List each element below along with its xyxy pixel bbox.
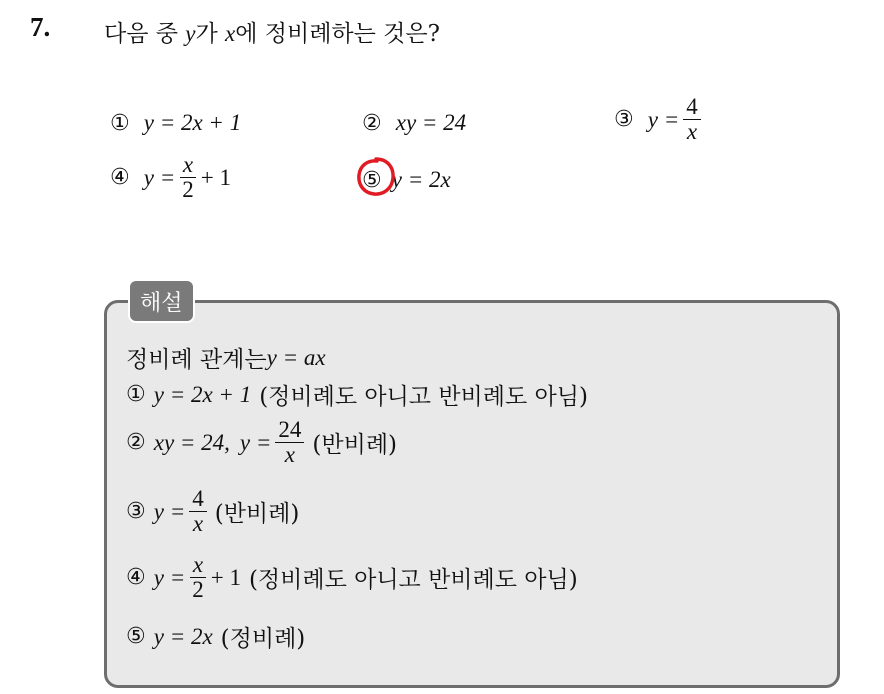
fraction-numerator: x — [180, 153, 196, 178]
choice-rhs: + 1 — [200, 164, 231, 190]
solution-lhs: y = — [153, 564, 186, 590]
solution-line-3 — [126, 487, 299, 536]
problem-number: 7. — [30, 12, 51, 42]
answer-selection-circle — [355, 156, 397, 198]
solution-expression: y = 2x — [153, 623, 213, 649]
solution-badge: 해설 — [128, 279, 195, 323]
question-text-part: 다음 중 — [104, 21, 186, 47]
choice-number: ④ — [110, 165, 130, 191]
fraction-numerator: 4 — [189, 487, 207, 512]
choice-number: ① — [110, 110, 130, 136]
choice-lhs: y = — [647, 106, 680, 132]
fraction-denominator: x — [686, 119, 698, 145]
solution-expression: y = 2x + 1 — [153, 381, 252, 407]
solution-line-1 — [126, 378, 588, 411]
fraction-denominator: 2 — [192, 577, 204, 603]
solution-intro-formula: y = ax — [266, 344, 326, 370]
solution-note: (정비례도 아니고 반비례도 아님) — [248, 567, 578, 594]
fraction-denominator: x — [284, 442, 296, 468]
fraction-denominator: 2 — [182, 177, 194, 203]
choice-3[interactable] — [614, 95, 705, 144]
choice-expression: xy = 24 — [395, 110, 467, 135]
solution-lhs: y = — [153, 498, 186, 524]
choice-number: ① — [126, 382, 146, 407]
variable-y: y — [185, 21, 196, 46]
choice-4[interactable] — [110, 153, 231, 202]
choice-lhs: y = — [143, 164, 176, 190]
fraction — [275, 418, 304, 467]
choice-expression: y = 2x — [391, 167, 451, 192]
question-text — [104, 15, 440, 48]
solution-expression: xy = 24, — [153, 429, 230, 455]
choice-number: ③ — [126, 499, 146, 525]
variable-x: x — [225, 21, 236, 46]
fraction-numerator: 4 — [683, 95, 701, 120]
choice-number: ③ — [614, 107, 634, 133]
choice-number: ② — [362, 110, 382, 136]
fraction — [179, 153, 197, 202]
fraction — [189, 553, 207, 602]
fraction-denominator: x — [192, 511, 204, 537]
choice-number: ⑤ — [362, 167, 382, 193]
solution-line-2 — [126, 418, 397, 467]
fraction — [683, 95, 701, 144]
question-text-part: 에 정비례하는 것은? — [235, 21, 440, 47]
solution-note: (정비례) — [220, 626, 306, 652]
question-text-part: 가 — [195, 21, 226, 47]
solution-intro — [126, 341, 326, 374]
solution-note: (정비례도 아니고 반비례도 아님) — [259, 384, 588, 410]
fraction-numerator: x — [190, 553, 206, 578]
solution-line-5 — [126, 620, 305, 653]
choice-number: ② — [126, 430, 146, 456]
choice-number: ④ — [126, 565, 146, 591]
choice-2[interactable] — [362, 110, 466, 136]
fraction — [189, 487, 207, 536]
solution-note: (반비례) — [312, 432, 398, 459]
choice-1[interactable] — [110, 110, 241, 136]
solution-note: (반비례) — [214, 501, 300, 528]
choice-number: ⑤ — [126, 624, 146, 649]
solution-line-4 — [126, 553, 578, 602]
solution-lhs: y = — [239, 429, 272, 455]
solution-intro-text: 정비례 관계는 — [126, 347, 267, 373]
fraction-numerator: 24 — [275, 418, 304, 443]
choice-expression: y = 2x + 1 — [143, 110, 242, 135]
solution-rhs: + 1 — [210, 564, 241, 590]
